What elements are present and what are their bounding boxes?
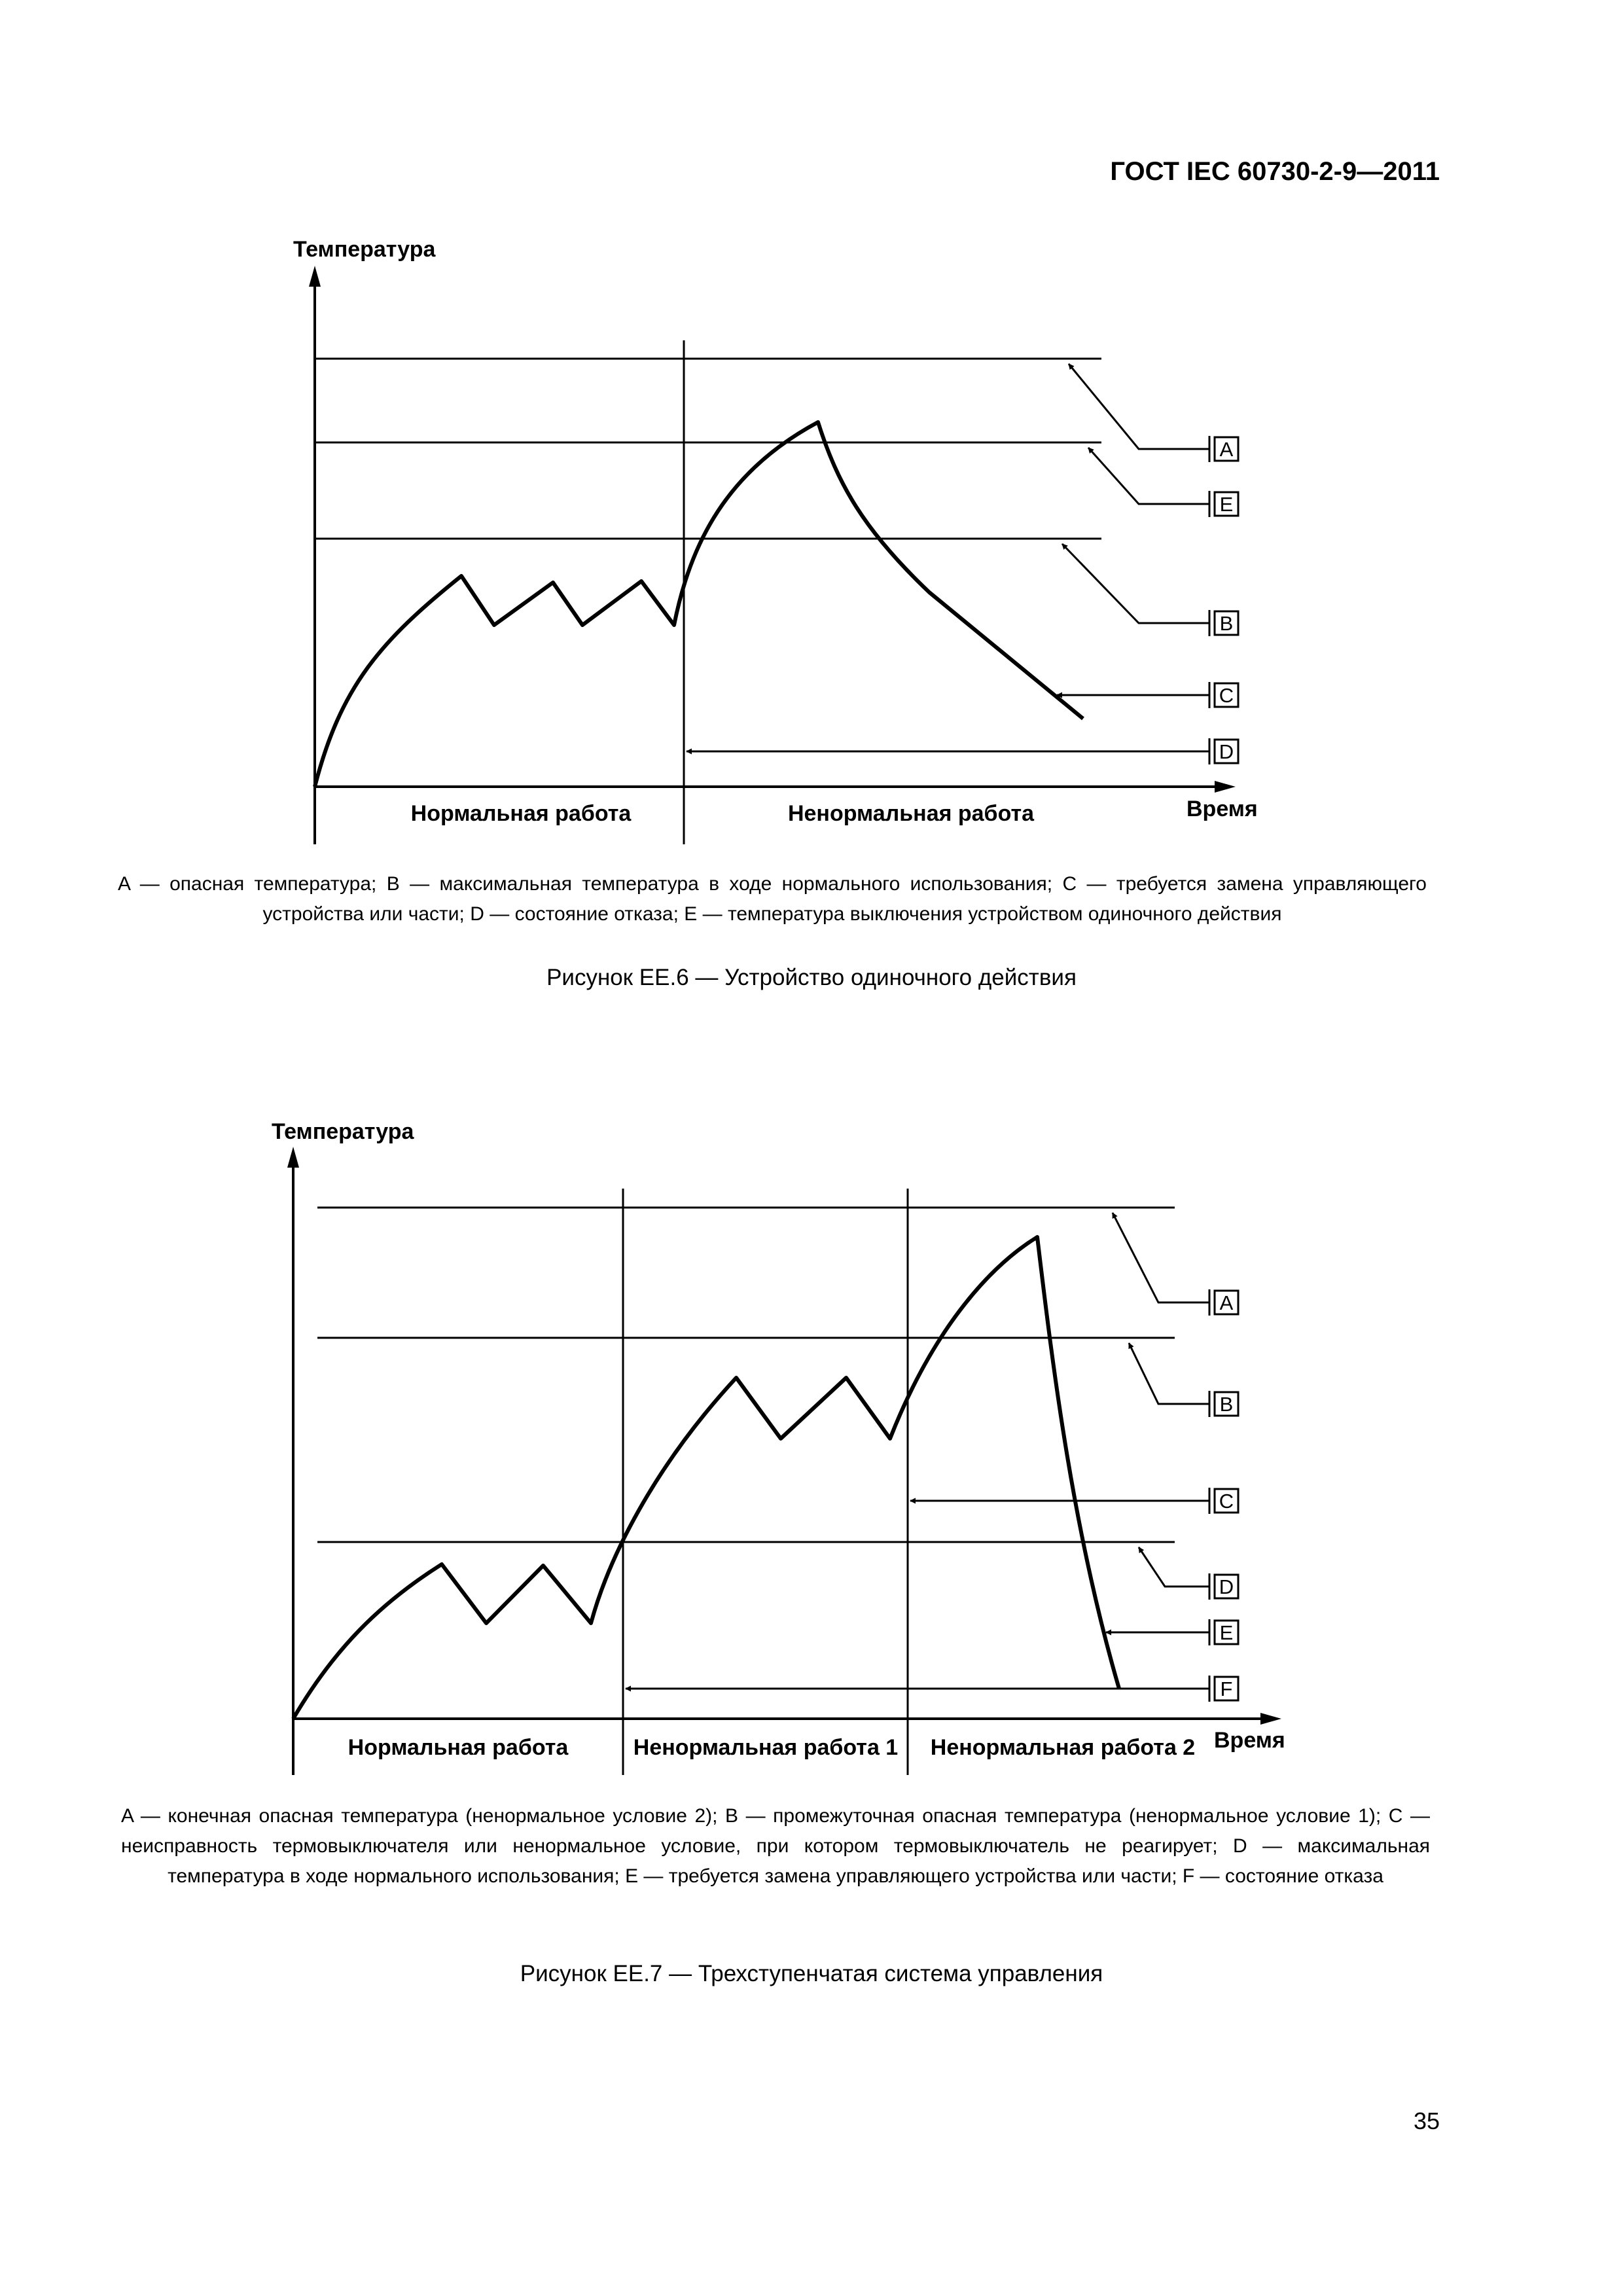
fig1-marker-c: C <box>1219 684 1234 707</box>
fig1-region-abnormal: Ненормальная работа <box>787 801 1035 826</box>
fig2-marker-f: F <box>1220 1677 1233 1700</box>
fig2-caption: Рисунок ЕЕ.7 — Трехступенчатая система управления <box>520 1961 1103 1986</box>
fig2-region-abnormal-2: Ненормальная работа 2 <box>930 1735 1196 1760</box>
fig1-leader-a <box>1069 364 1209 449</box>
fig1-y-axis-title: Температура <box>293 237 436 262</box>
fig2-callout-e <box>1209 1619 1238 1645</box>
fig1-marker-b: B <box>1219 612 1234 635</box>
fig2-leader-d <box>1139 1547 1209 1587</box>
fig1-marker-a: A <box>1219 438 1234 461</box>
fig1-leader-b <box>1062 544 1209 623</box>
fig2-y-axis-arrow <box>287 1147 299 1168</box>
fig1-caption: Рисунок ЕЕ.6 — Устройство одиночного действия <box>546 965 1077 990</box>
fig2-callout-b <box>1209 1391 1238 1417</box>
fig1-callout-c <box>1209 682 1238 708</box>
fig1-marker-e: E <box>1219 493 1234 516</box>
fig1-y-axis-arrow <box>309 266 321 287</box>
fig1-callout-a <box>1209 436 1238 462</box>
fig2-callout-c <box>1209 1488 1238 1514</box>
fig1-callout-d <box>1209 738 1238 764</box>
fig2-y-axis-title: Температура <box>272 1119 414 1144</box>
fig2-marker-c: C <box>1219 1490 1234 1513</box>
standard-header: ГОСТ IEC 60730-2-9—2011 <box>1110 157 1440 186</box>
fig2-marker-e: E <box>1219 1621 1234 1644</box>
fig1-legend: A — опасная температура; B — максимальная температура в ходе нормального использования; C — требуется замена управляющего устройства или части; D — состояние отказа; E — температура выключения устройством одиночного действия <box>118 873 1427 925</box>
page-number: 35 <box>1413 2108 1440 2134</box>
fig2-x-axis-arrow <box>1260 1713 1281 1725</box>
fig2-marker-b: B <box>1219 1393 1234 1416</box>
fig2-region-normal: Нормальная работа <box>348 1735 569 1760</box>
fig2-marker-d: D <box>1219 1575 1234 1598</box>
fig2-callout-d <box>1209 1573 1238 1600</box>
fig1-region-normal: Нормальная работа <box>410 801 632 826</box>
fig2-leader-b <box>1129 1343 1209 1404</box>
fig1-marker-d: D <box>1219 740 1234 763</box>
fig1-x-axis-title: Время <box>1186 797 1258 821</box>
fig2-x-axis-title: Время <box>1214 1728 1285 1753</box>
fig1-x-axis-arrow <box>1215 781 1236 793</box>
fig2-marker-a: A <box>1219 1291 1234 1314</box>
figure-ee6-diagram <box>0 223 1623 864</box>
fig2-callout-f <box>1209 1676 1238 1702</box>
fig2-leader-a <box>1113 1213 1209 1302</box>
fig1-callout-b <box>1209 610 1238 636</box>
figure-ee7-diagram <box>0 1100 1623 1780</box>
fig2-legend: A — конечная опасная температура (ненормальное условие 2); B — промежуточная опасная температура (ненормальное условие 1); C — неисправность термовыключателя или ненормальное условие, при котором термовыключатель не реагирует; D — максимальная температура в ходе нормального использования; E — требуется замена управляющего устройства или части; F — состояние отказа <box>121 1805 1430 1887</box>
fig1-temperature-curve <box>315 422 1083 787</box>
fig2-temperature-curve <box>293 1237 1119 1719</box>
fig2-region-abnormal-1: Ненормальная работа 1 <box>633 1735 899 1760</box>
fig1-callout-e <box>1209 491 1238 517</box>
fig2-callout-a <box>1209 1289 1238 1316</box>
fig1-leader-e <box>1088 448 1209 504</box>
